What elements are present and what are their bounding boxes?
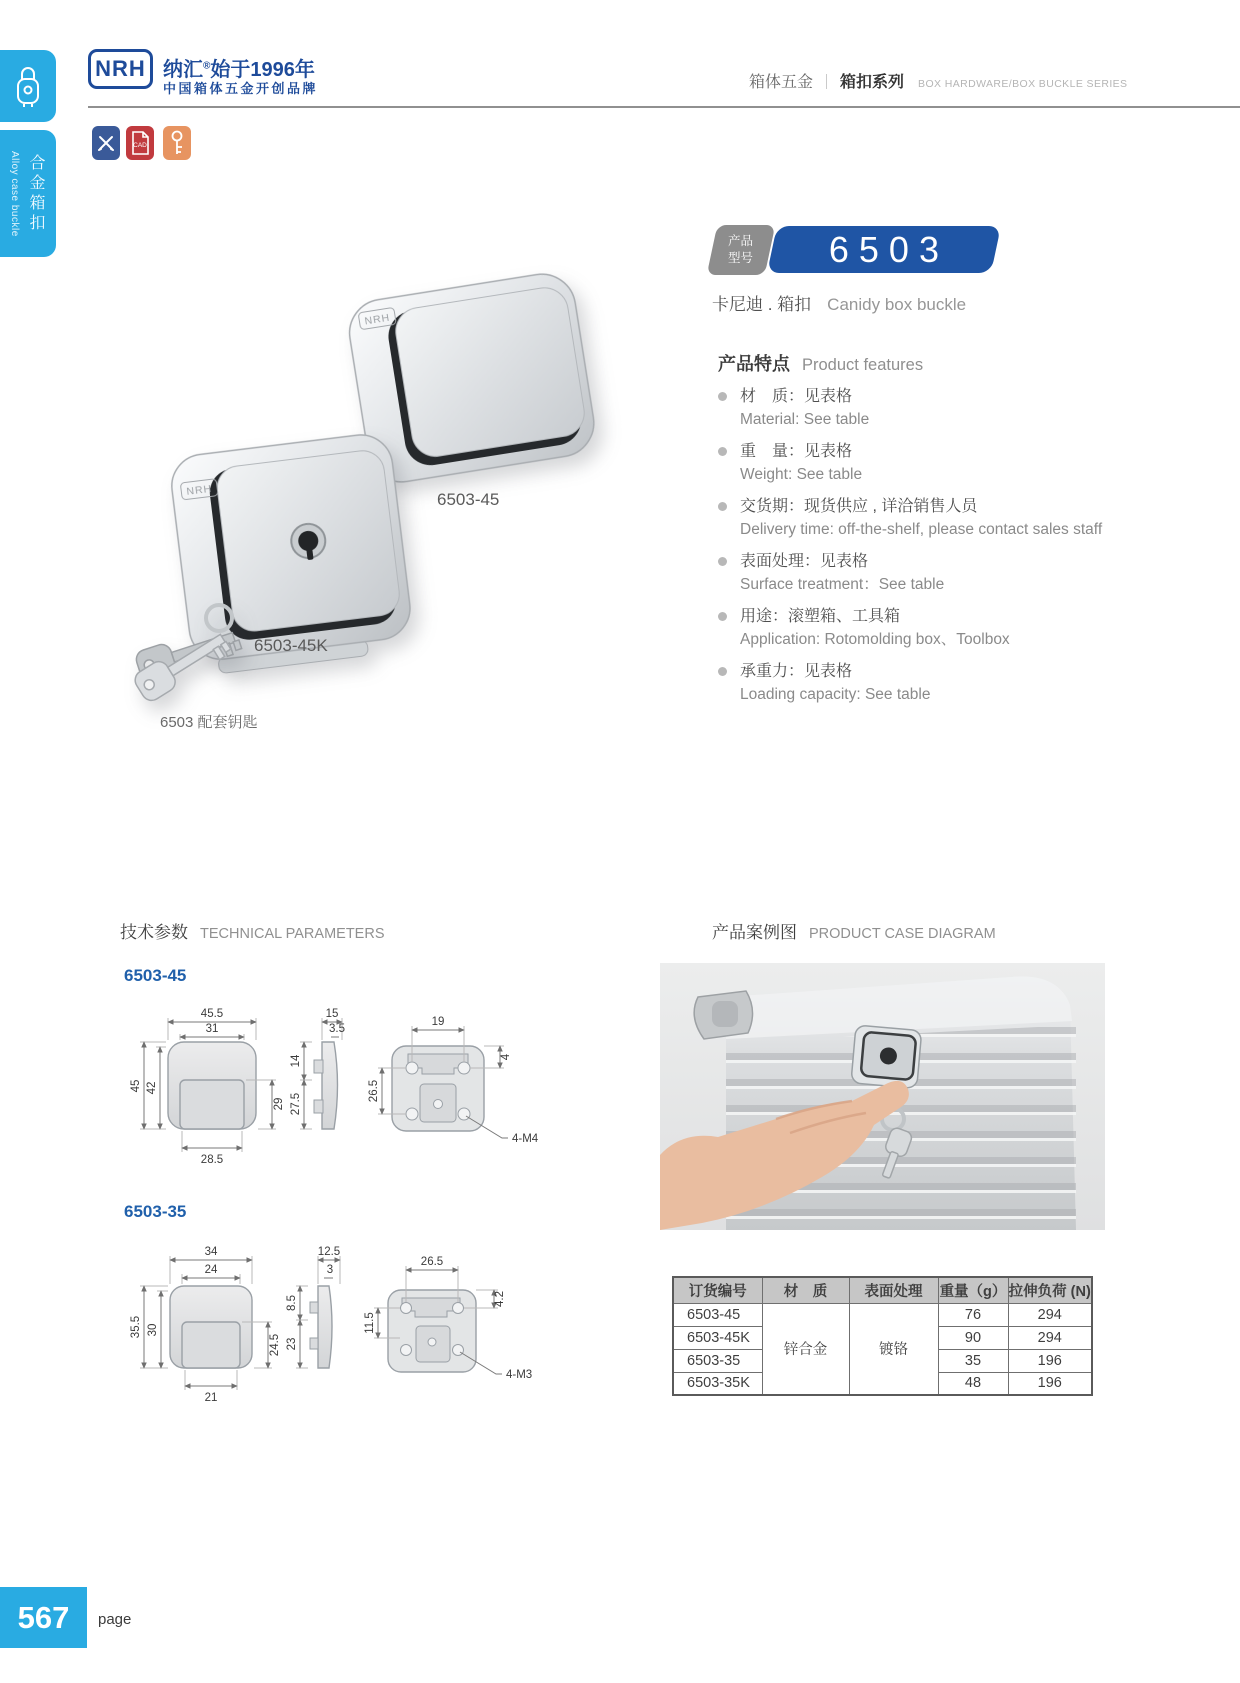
page-number: 567 (17, 1599, 70, 1635)
brand-since: 始于1996年 (210, 59, 315, 81)
col-weight: 重量（g） (938, 1277, 1008, 1303)
model-badge-prefix (707, 225, 776, 275)
dim-label: 26.5 (368, 1079, 380, 1103)
cell-surface: 镀铬 (849, 1303, 938, 1395)
dim-label: 31 (205, 1023, 219, 1035)
features-list (718, 385, 1218, 715)
cell-load: 294 (1008, 1326, 1092, 1349)
bullet-icon (718, 447, 727, 456)
dim-label: 28.5 (200, 1154, 224, 1166)
case-diagram-title-cn: 产品案例图 (712, 923, 797, 942)
drawing-model-label-35: 6503-35 (124, 1202, 187, 1221)
cell-load: 294 (1008, 1303, 1092, 1326)
series-en: BOX HARDWARE/BOX BUCKLE SERIES (918, 78, 1128, 90)
dim-label: 26.5 (420, 1256, 444, 1268)
buckle-label-plain: 6503-45 (437, 490, 500, 509)
dim-label: 45 (130, 1079, 142, 1093)
dim-label: 24.5 (269, 1333, 281, 1357)
brand-cn: 纳汇 (163, 59, 203, 81)
features-title (718, 350, 923, 376)
dim-label: 3.5 (329, 1023, 345, 1035)
product-name (712, 290, 966, 315)
dim-label: 11.5 (364, 1312, 376, 1334)
page-word: page (98, 1611, 132, 1628)
thread-label: 4-M4 (512, 1133, 539, 1145)
technical-drawing-6503-35 (106, 1220, 616, 1425)
cell-load: 196 (1008, 1349, 1092, 1372)
cell-weight: 90 (938, 1326, 1008, 1349)
cell-model: 6503-35 (673, 1349, 762, 1372)
cell-model: 6503-35K (673, 1372, 762, 1395)
model-badge (767, 226, 1001, 273)
bullet-icon (718, 667, 727, 676)
sidebar-buckle-tab (0, 50, 56, 122)
cell-weight: 76 (938, 1303, 1008, 1326)
drawing-model-label-45: 6503-45 (124, 966, 187, 985)
registered-mark: ® (203, 60, 211, 72)
dim-label: 45.5 (200, 1008, 224, 1020)
bullet-icon (718, 392, 727, 401)
technical-title-cn: 技术参数 (120, 923, 188, 942)
dim-label: 8.5 (286, 1295, 298, 1311)
features-title-cn: 产品特点 (718, 354, 790, 374)
feature-item: 交货期：现货供应 , 详洽销售人员 Delivery time: off-the-shelf, please contact sales staff (718, 495, 1218, 541)
buckle-icon (13, 63, 43, 109)
model-number: 6503 (828, 228, 950, 270)
brand-slogan: 中国箱体五金开创品牌 (163, 81, 319, 96)
technical-title (120, 918, 385, 943)
cell-material: 锌合金 (762, 1303, 849, 1395)
nrh-logo (88, 49, 153, 89)
dim-label: 29 (273, 1097, 285, 1111)
dim-label: 19 (431, 1016, 445, 1028)
dim-label: 35.5 (130, 1315, 142, 1339)
product-name-cn: 卡尼迪 . 箱扣 (712, 295, 812, 314)
cad-file-icon (126, 126, 154, 160)
key-icon (163, 126, 191, 160)
dim-label: 21 (204, 1392, 218, 1404)
col-order-number: 订货编号 (673, 1277, 762, 1303)
col-load: 拉伸负荷 (N) (1008, 1277, 1092, 1303)
cell-weight: 35 (938, 1349, 1008, 1372)
thread-label: 4-M3 (506, 1369, 533, 1381)
series-cn-left: 箱体五金 (749, 74, 814, 91)
table-header-row (673, 1277, 1092, 1303)
bullet-icon (718, 612, 727, 621)
dim-label: 4.2 (494, 1291, 506, 1307)
feature-item: 用途：滚塑箱、工具箱 Application: Rotomolding box、Toolbox (718, 605, 1218, 651)
sidebar-category-tab (0, 130, 56, 257)
col-material: 材 质 (762, 1277, 849, 1303)
technical-title-en: TECHNICAL PARAMETERS (200, 926, 385, 942)
product-name-en: Canidy box buckle (827, 295, 967, 314)
feature-item: 重 量：见表格 Weight: See table (718, 440, 1218, 486)
feature-item: 承重力：见表格 Loading capacity: See table (718, 660, 1218, 706)
dim-label: 24 (204, 1264, 218, 1276)
keys-label: 6503 配套钥匙 (160, 714, 258, 731)
design-tools-icon (92, 126, 120, 160)
cell-weight: 48 (938, 1372, 1008, 1395)
keys-photo (122, 597, 262, 709)
dim-label: 3 (326, 1264, 334, 1276)
series-divider: ｜ (819, 74, 835, 91)
feature-item: 表面处理：见表格 Surface treatment：See table (718, 550, 1218, 596)
feature-item: 材 质：见表格 Material: See table (718, 385, 1218, 431)
buckle-label-key: 6503-45K (254, 636, 328, 655)
series-cn-right: 箱扣系列 (840, 74, 905, 91)
case-diagram-title (712, 918, 996, 943)
cad-label: CAD (133, 142, 147, 149)
table-row (673, 1303, 1092, 1326)
case-diagram-title-en: PRODUCT CASE DIAGRAM (809, 926, 996, 942)
cell-load: 196 (1008, 1372, 1092, 1395)
technical-drawing-6503-45 (106, 984, 616, 1189)
cell-model: 6503-45K (673, 1326, 762, 1349)
nrh-stamp: NRH (363, 311, 392, 328)
dim-label: 14 (290, 1054, 302, 1068)
model-badge-prefix-text: 产品 型号 (728, 234, 754, 265)
nrh-stamp: NRH (185, 482, 213, 498)
page-number-badge (0, 1587, 87, 1648)
case-photo (660, 963, 1105, 1230)
bullet-icon (718, 502, 727, 511)
header-divider (88, 106, 1240, 108)
dim-label: 42 (146, 1081, 158, 1095)
cell-model: 6503-45 (673, 1303, 762, 1326)
category-label-cn: 合金箱扣 (27, 153, 44, 234)
dim-label: 15 (325, 1008, 339, 1020)
spec-table (672, 1276, 1093, 1396)
dim-label: 30 (147, 1323, 159, 1337)
dim-label: 12.5 (317, 1246, 341, 1258)
col-surface: 表面处理 (849, 1277, 938, 1303)
dim-label: 27.5 (290, 1092, 302, 1116)
category-label-en: Alloy case buckle (9, 150, 20, 237)
dim-label: 4 (500, 1053, 512, 1061)
dim-label: 23 (286, 1337, 298, 1351)
features-title-en: Product features (802, 356, 924, 374)
nrh-logo-text: NRH (95, 56, 146, 81)
dim-label: 34 (204, 1246, 218, 1258)
bullet-icon (718, 557, 727, 566)
series-breadcrumb (749, 69, 1127, 92)
